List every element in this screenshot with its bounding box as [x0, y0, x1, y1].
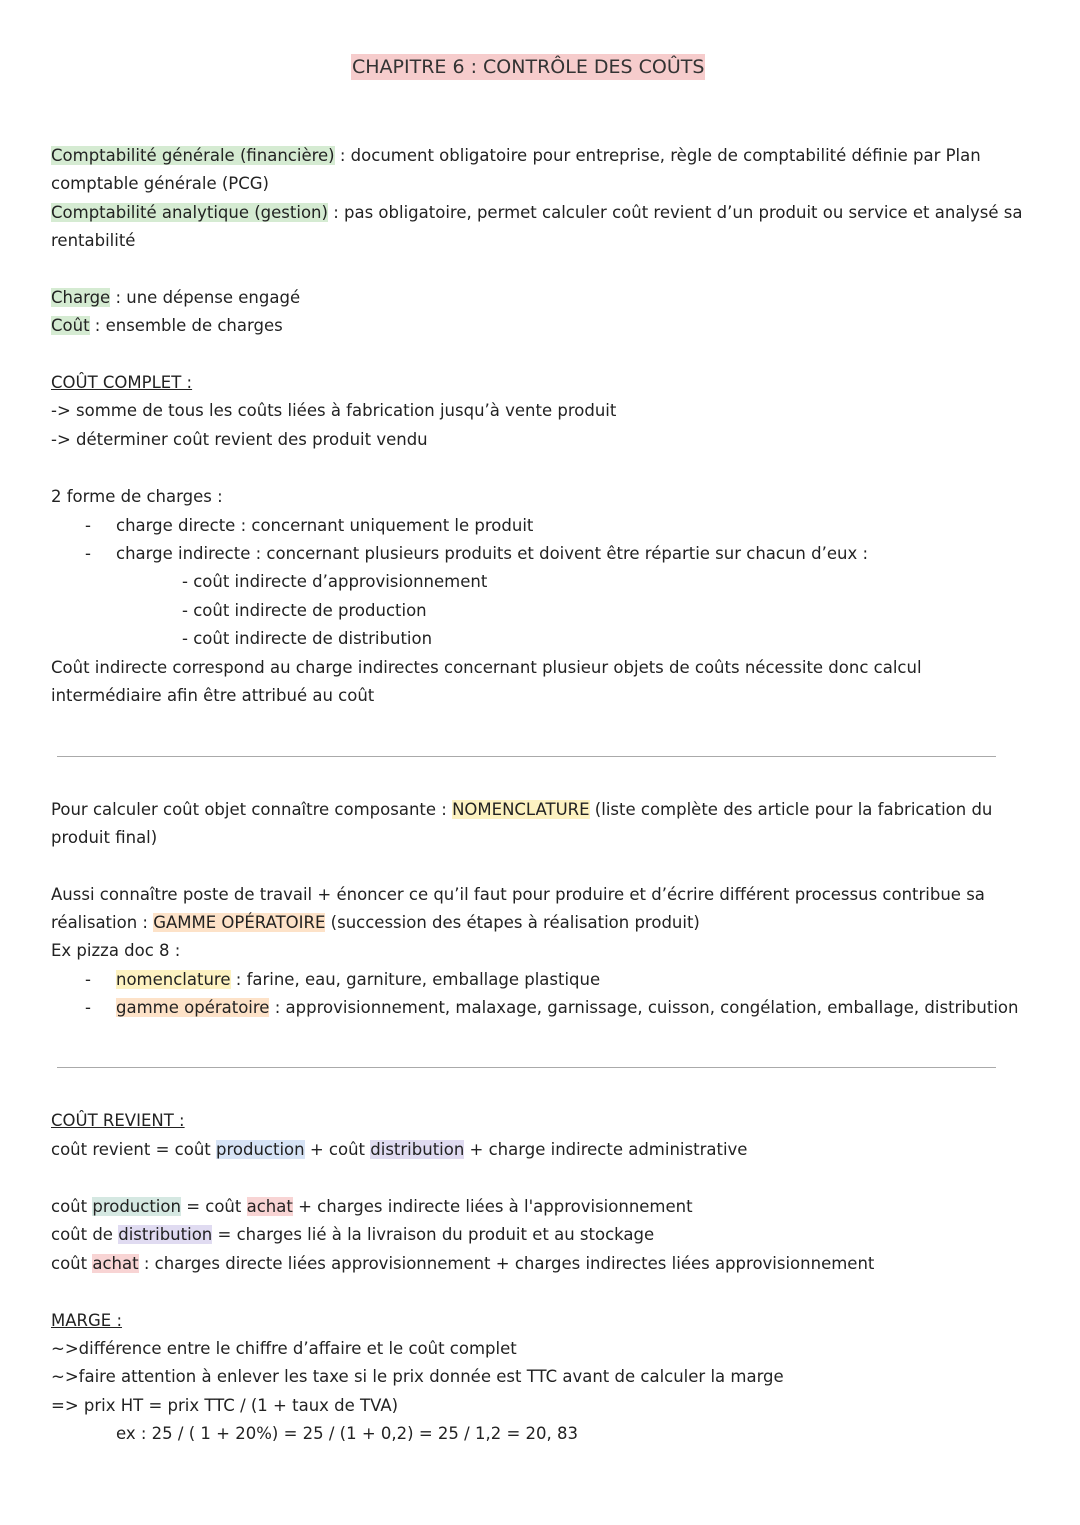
term-charge: Charge: [51, 288, 111, 307]
def-text: : document obligatoire pour entreprise, règle de comptabilité définie par Plan: [334, 146, 981, 165]
term-comptabilite-analytique: Comptabilité analytique (gestion): [51, 203, 328, 222]
sub-list-item: - coût indirecte d’approvisionnement: [182, 572, 488, 591]
text-segment: (liste complète des article pour la fabrication du: [589, 800, 993, 819]
list-item: [116, 969, 600, 991]
text-segment: = coût: [180, 1197, 247, 1216]
text-segment: : farine, eau, garniture, emballage plastique: [230, 970, 601, 989]
bullet-dash: -: [85, 998, 91, 1017]
text-line: 2 forme de charges :: [51, 487, 223, 506]
formula-line: [51, 1224, 654, 1246]
text-line: Coût indirecte correspond au charge indirectes concernant plusieur objets de coûts nécessite donc calcul: [51, 658, 922, 677]
formula-line: => prix HT = prix TTC / (1 + taux de TVA): [51, 1396, 399, 1415]
def-comptabilite-analytique: [51, 202, 1023, 224]
text-segment: : approvisionnement, malaxage, garnissage, cuisson, congélation, emballage, distribution: [269, 998, 1019, 1017]
term-cout: Coût: [51, 316, 90, 335]
list-item: charge indirecte : concernant plusieurs produits et doivent être répartie sur chacun d’eux :: [116, 544, 869, 563]
text-segment: coût: [51, 1197, 93, 1216]
def-comptabilite-generale: [51, 145, 981, 167]
list-item: charge directe : concernant uniquement le produit: [116, 516, 534, 535]
def-charge: [51, 287, 300, 309]
text-segment: : charges directe liées approvisionnement + charges indirectes liées approvisionnement: [138, 1254, 875, 1273]
term-gamme-operatoire: gamme opératoire: [116, 998, 270, 1017]
formula-line: [51, 1253, 874, 1275]
text-segment: Pour calculer coût objet connaître composante :: [51, 800, 453, 819]
term-achat: achat: [246, 1197, 293, 1216]
text-line: -> déterminer coût revient des produit vendu: [51, 430, 428, 449]
text-line: intermédiaire afin être attribué au coût: [51, 686, 375, 705]
text-line: [51, 799, 992, 821]
text-line: produit final): [51, 828, 158, 847]
formula-line: [51, 1196, 693, 1218]
text-segment: + charge indirecte administrative: [464, 1140, 748, 1159]
text-segment: coût revient = coût: [51, 1140, 216, 1159]
def-text: : une dépense engagé: [110, 288, 301, 307]
def-text: : ensemble de charges: [89, 316, 283, 335]
text-line: ~>faire attention à enlever les taxe si le prix donnée est TTC avant de calculer la marge: [51, 1367, 784, 1386]
text-segment: coût: [51, 1254, 93, 1273]
text-segment: = charges lié à la livraison du produit et au stockage: [212, 1225, 655, 1244]
term-distribution: distribution: [370, 1140, 465, 1159]
text-line: Aussi connaître poste de travail + énoncer ce qu’il faut pour produire et d’écrire différent processus contribue sa: [51, 885, 985, 904]
heading-cout-complet: COÛT COMPLET :: [51, 373, 193, 392]
text-segment: + coût: [304, 1140, 371, 1159]
divider: [57, 756, 996, 757]
text-segment: coût de: [51, 1225, 119, 1244]
list-item: [116, 997, 1018, 1019]
term-production: production: [216, 1140, 305, 1159]
bullet-dash: -: [85, 544, 91, 563]
term-nomenclature: nomenclature: [116, 970, 231, 989]
bullet-dash: -: [85, 970, 91, 989]
def-text-continued: rentabilité: [51, 231, 136, 250]
heading-cout-revient: COÛT REVIENT :: [51, 1111, 185, 1130]
text-line: ~>différence entre le chiffre d’affaire et le coût complet: [51, 1339, 517, 1358]
text-line: -> somme de tous les coûts liées à fabrication jusqu’à vente produit: [51, 401, 617, 420]
page-title: CHAPITRE 6 : CONTRÔLE DES COÛTS: [352, 56, 705, 78]
text-line: [51, 912, 700, 934]
def-cout: [51, 315, 283, 337]
heading-marge: MARGE :: [51, 1311, 123, 1330]
sub-list-item: - coût indirecte de production: [182, 601, 427, 620]
term-gamme-operatoire: GAMME OPÉRATOIRE: [153, 913, 326, 932]
term-distribution: distribution: [118, 1225, 213, 1244]
bullet-dash: -: [85, 516, 91, 535]
sub-list-item: - coût indirecte de distribution: [182, 629, 433, 648]
formula-line: [51, 1139, 747, 1161]
term-achat: achat: [92, 1254, 139, 1273]
text-segment: + charges indirecte liées à l'approvisionnement: [292, 1197, 693, 1216]
def-text-continued: comptable générale (PCG): [51, 174, 269, 193]
term-production: production: [92, 1197, 181, 1216]
example-line: ex : 25 / ( 1 + 20%) = 25 / (1 + 0,2) = 25 / 1,2 = 20, 83: [116, 1424, 579, 1443]
divider: [57, 1067, 996, 1068]
def-text: : pas obligatoire, permet calculer coût revient d’un produit ou service et analysé sa: [327, 203, 1023, 222]
text-line: Ex pizza doc 8 :: [51, 941, 181, 960]
text-segment: (succession des étapes à réalisation produit): [325, 913, 700, 932]
text-segment: réalisation :: [51, 913, 154, 932]
term-nomenclature: NOMENCLATURE: [452, 800, 590, 819]
term-comptabilite-generale: Comptabilité générale (financière): [51, 146, 335, 165]
